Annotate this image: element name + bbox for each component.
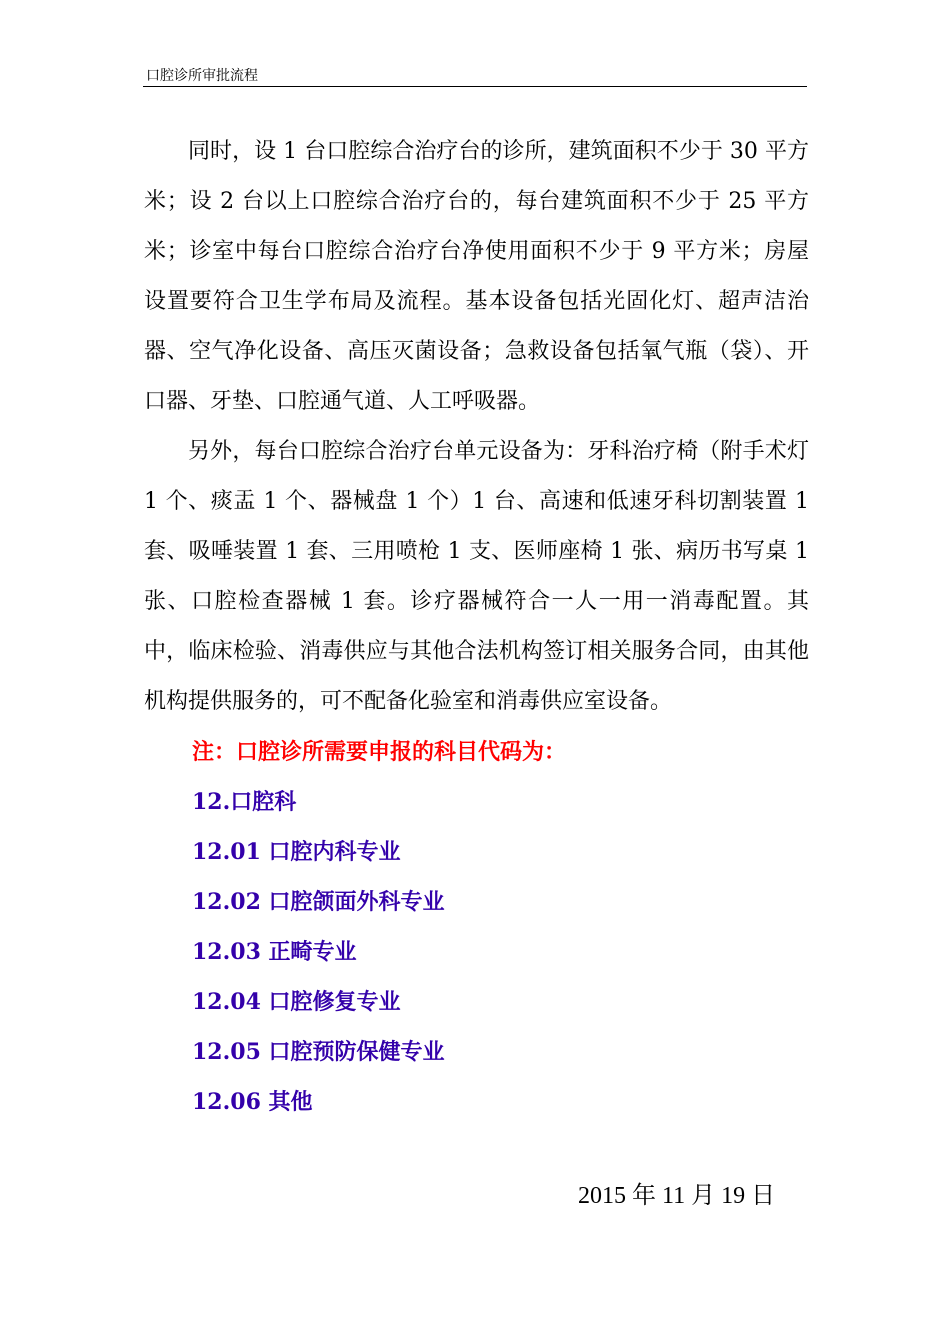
subject-code-list [144, 777, 809, 1127]
code-item: 12.03 正畸专业 [192, 939, 357, 965]
document-date: 2015 年 11 月 19 日 [578, 1183, 776, 1209]
code-item: 12.01 口腔内科专业 [192, 839, 401, 865]
code-item: 12.05 口腔预防保健专业 [192, 1039, 445, 1065]
code-item: 12.04 口腔修复专业 [192, 989, 401, 1015]
code-item: 12.口腔科 [192, 789, 297, 815]
code-item: 12.02 口腔颌面外科专业 [192, 889, 445, 915]
code-item: 12.06 其他 [192, 1089, 313, 1115]
paragraph-facilities: 同时，设 1 台口腔综合治疗台的诊所，建筑面积不少于 30 平方米；设 2 台以上口腔综合治疗台的，每台建筑面积不少于 25 平方米；诊室中每台口腔综合治疗台净使用面积不少于 9 平方米；房屋设置要符合卫生学布局及流程。基本设备包括光固化灯、超声洁治器、空气净化设备、高压灭菌设备；急救设备包括氧气瓶（袋）、开口器、牙垫、口腔通气道、人工呼吸器。 [144, 139, 809, 414]
header-rule [143, 86, 807, 87]
document-body [144, 127, 809, 1127]
running-header: 口腔诊所审批流程 [146, 68, 258, 84]
note-heading: 注：口腔诊所需要申报的科目代码为： [192, 739, 567, 765]
paragraph-equipment: 另外，每台口腔综合治疗台单元设备为：牙科治疗椅（附手术灯 1 个、痰盂 1 个、器械盘 1 个）1 台、高速和低速牙科切割装置 1 套、吸唾装置 1 套、三用喷枪 1 支、医师座椅 1 张、病历书写桌 1 张、口腔检查器械 1 套。诊疗器械符合一人一用一消毒配置。其中，临床检验、消毒供应与其他合法机构签订相关服务合同，由其他机构提供服务的，可不配备化验室和消毒供应室设备。 [144, 439, 809, 714]
